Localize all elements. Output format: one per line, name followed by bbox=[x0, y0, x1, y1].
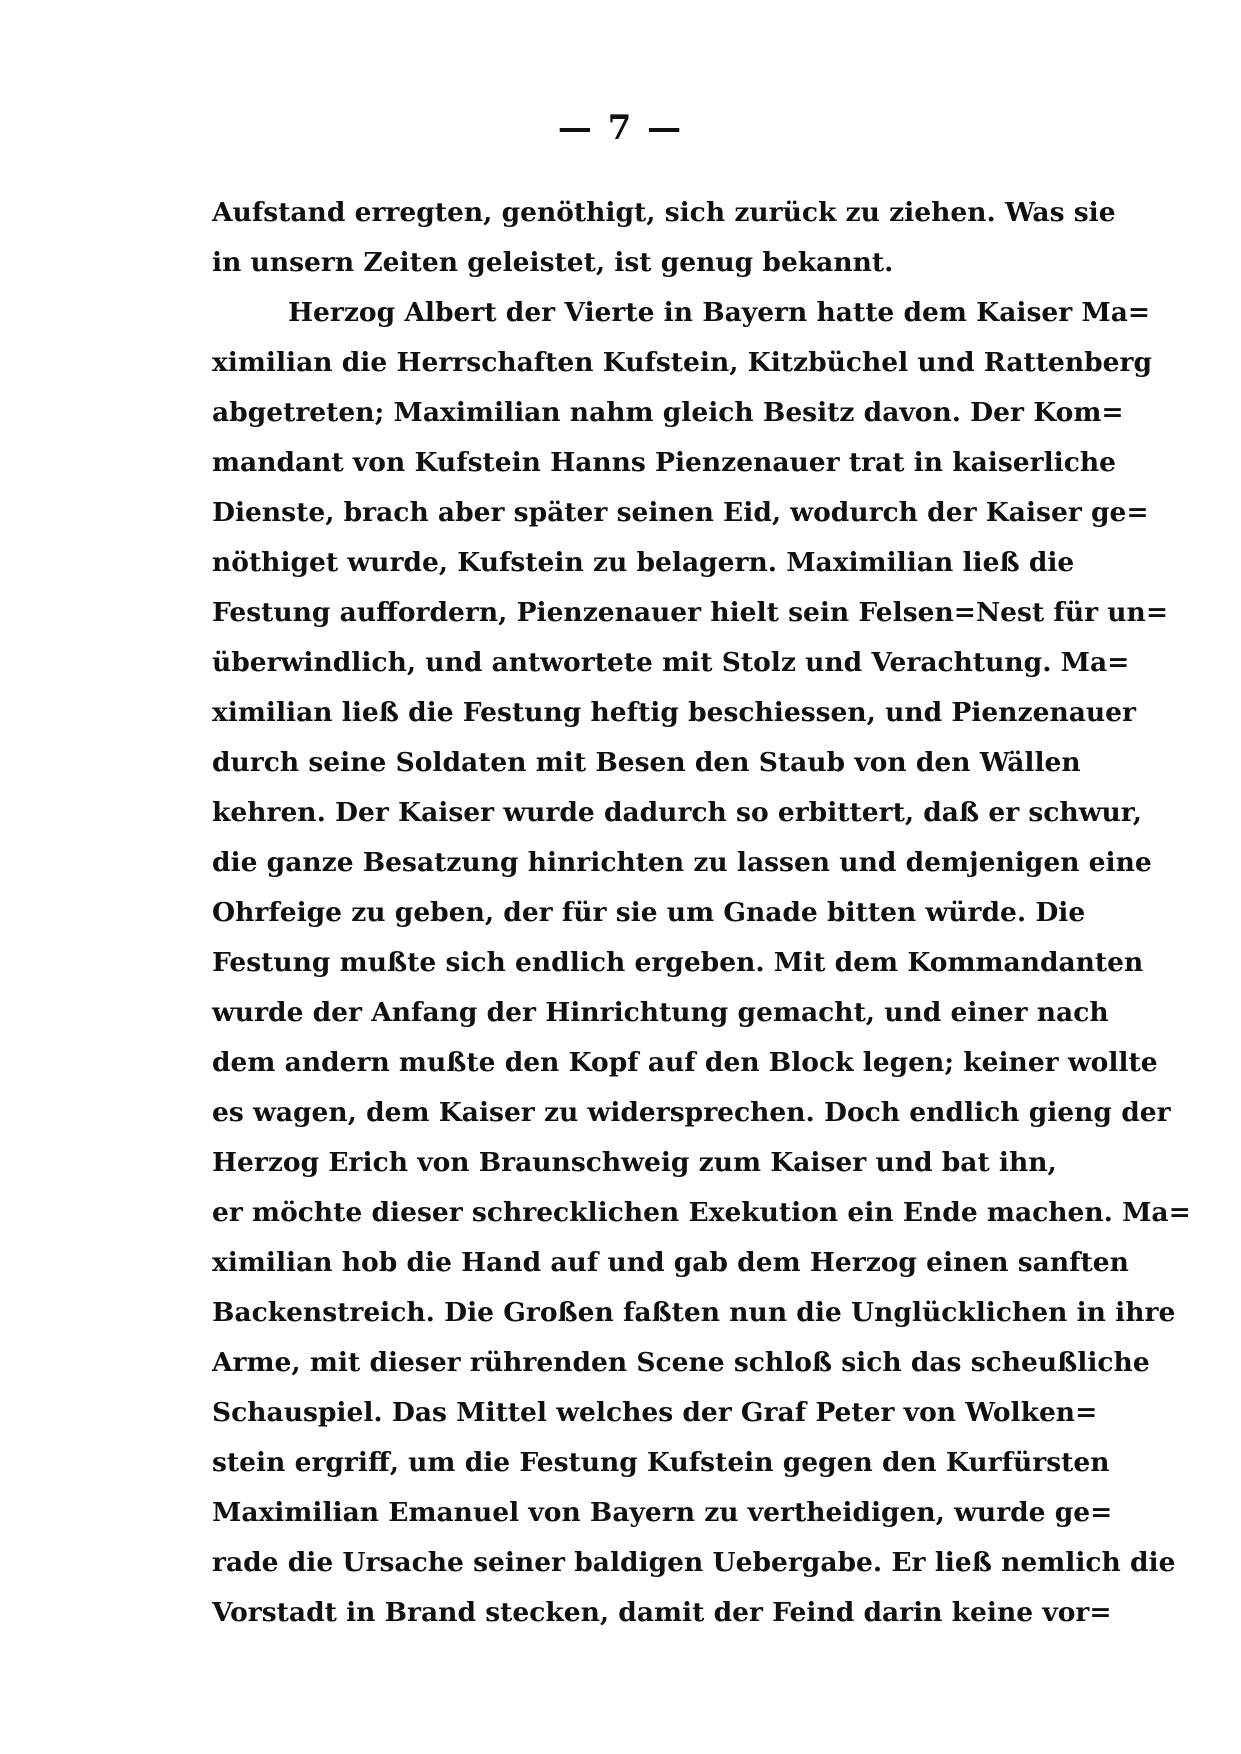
text-line: dem andern mußte den Kopf auf den Block legen; keiner wollte bbox=[212, 1047, 1158, 1078]
text-line: ximilian ließ die Festung heftig beschiessen, und Pienzenauer bbox=[212, 697, 1136, 728]
text-line: er möchte dieser schrecklichen Exekution ein Ende machen. Ma= bbox=[212, 1197, 1191, 1228]
text-line: Herzog Albert der Vierte in Bayern hatte dem Kaiser Ma= bbox=[288, 297, 1151, 328]
text-line: nöthiget wurde, Kufstein zu belagern. Maximilian ließ die bbox=[212, 547, 1075, 578]
text-line: rade die Ursache seiner baldigen Uebergabe. Er ließ nemlich die bbox=[212, 1547, 1176, 1578]
text-line: durch seine Soldaten mit Besen den Staub von den Wällen bbox=[212, 747, 1081, 778]
text-line: Vorstadt in Brand stecken, damit der Feind darin keine vor= bbox=[212, 1597, 1112, 1628]
body-text bbox=[212, 188, 1191, 1638]
text-line: Schauspiel. Das Mittel welches der Graf Peter von Wolken= bbox=[212, 1397, 1098, 1428]
text-line: die ganze Besatzung hinrichten zu lassen und demjenigen eine bbox=[212, 847, 1152, 878]
text-line: Festung auffordern, Pienzenauer hielt sein Felsen=Nest für un= bbox=[212, 597, 1169, 628]
text-line: mandant von Kufstein Hanns Pienzenauer trat in kaiserliche bbox=[212, 447, 1116, 478]
text-line: stein ergriff, um die Festung Kufstein gegen den Kurfürsten bbox=[212, 1447, 1110, 1478]
text-line: Dienste, brach aber später seinen Eid, wodurch der Kaiser ge= bbox=[212, 497, 1149, 528]
text-line: Herzog Erich von Braunschweig zum Kaiser und bat ihn, bbox=[212, 1147, 1057, 1178]
page-number-header: — 7 — bbox=[557, 108, 684, 148]
text-line: Backenstreich. Die Großen faßten nun die Unglücklichen in ihre bbox=[212, 1297, 1176, 1328]
text-line: in unsern Zeiten geleistet, ist genug bekannt. bbox=[212, 247, 894, 278]
text-line: es wagen, dem Kaiser zu widersprechen. Doch endlich gieng der bbox=[212, 1097, 1171, 1128]
text-line: ximilian die Herrschaften Kufstein, Kitzbüchel und Rattenberg bbox=[212, 347, 1152, 378]
text-line: Ohrfeige zu geben, der für sie um Gnade bitten würde. Die bbox=[212, 897, 1086, 928]
text-line: kehren. Der Kaiser wurde dadurch so erbittert, daß er schwur, bbox=[212, 797, 1143, 828]
text-line: wurde der Anfang der Hinrichtung gemacht, und einer nach bbox=[212, 997, 1109, 1028]
text-line: Aufstand erregten, genöthigt, sich zurück zu ziehen. Was sie bbox=[212, 197, 1116, 228]
text-line: Arme, mit dieser rührenden Scene schloß sich das scheußliche bbox=[212, 1347, 1150, 1378]
text-line: überwindlich, und antwortete mit Stolz und Verachtung. Ma= bbox=[212, 647, 1130, 678]
text-line: abgetreten; Maximilian nahm gleich Besitz davon. Der Kom= bbox=[212, 397, 1124, 428]
text-line: Maximilian Emanuel von Bayern zu vertheidigen, wurde ge= bbox=[212, 1497, 1113, 1528]
text-line: ximilian hob die Hand auf und gab dem Herzog einen sanften bbox=[212, 1247, 1129, 1278]
text-line: Festung mußte sich endlich ergeben. Mit dem Kommandanten bbox=[212, 947, 1144, 978]
